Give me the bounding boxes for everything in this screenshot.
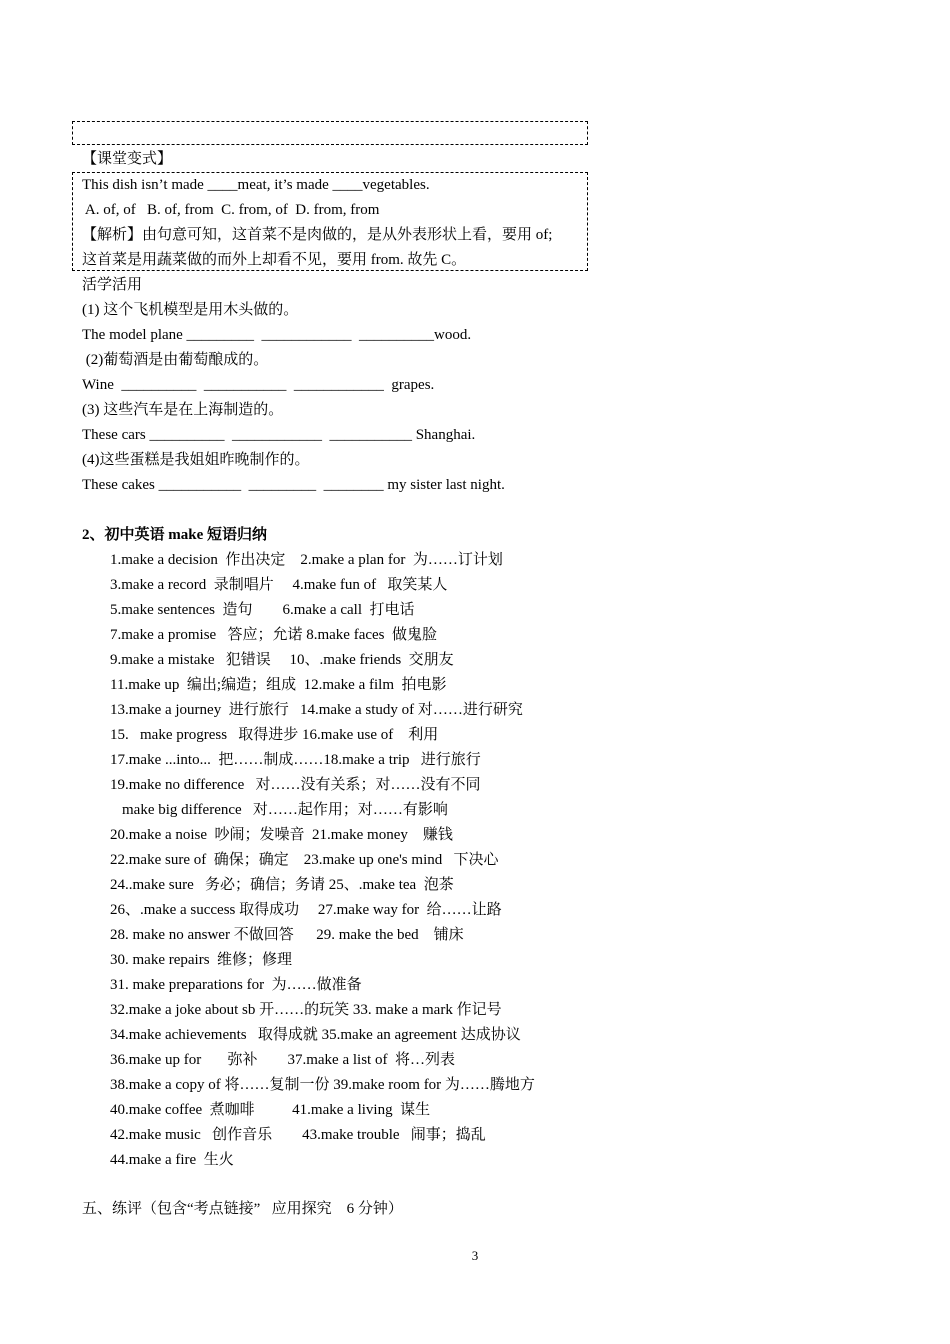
practice-q1-en: The model plane _________ ____________ __________wood.	[82, 327, 472, 343]
page-number: 3	[471, 1248, 479, 1263]
dashed-box-top	[72, 121, 588, 145]
phrase-line: 5.make sentences 造句 6.make a call 打电话	[110, 602, 415, 618]
phrase-line: 26、.make a success 取得成功 27.make way for 给……让路	[110, 902, 502, 918]
phrase-line: 19.make no difference 对……没有关系；对……没有不同	[110, 777, 481, 793]
phrase-line: 42.make music 创作音乐 43.make trouble 闹事；捣乱	[110, 1127, 486, 1143]
phrase-line: 24..make sure 务必；确信；务请 25、.make tea 泡茶	[110, 877, 454, 893]
phrase-line: 36.make up for 弥补 37.make a list of 将…列表	[110, 1052, 455, 1068]
variant-analysis-1: 【解析】由句意可知，这首菜不是肉做的，是从外表形状上看，要用 of;	[82, 227, 553, 243]
phrase-line: 22.make sure of 确保；确定 23.make up one's mind 下决心	[110, 852, 499, 868]
phrase-line-indented: make big difference 对……起作用；对……有影响	[122, 802, 448, 818]
phrase-line: 17.make ...into... 把……制成……18.make a trip 进行旅行	[110, 752, 481, 768]
practice-q3-cn: (3) 这些汽车是在上海制造的。	[82, 402, 284, 418]
phrase-line: 15. make progress 取得进步 16.make use of 利用	[110, 727, 439, 743]
practice-q2-en: Wine __________ ___________ ____________ grapes.	[82, 377, 435, 393]
phrase-line: 20.make a noise 吵闹；发噪音 21.make money 赚钱	[110, 827, 453, 843]
section-5-heading: 五、练评（包含“考点链接” 应用探究 6 分钟）	[82, 1201, 403, 1217]
practice-title: 活学活用	[82, 277, 143, 293]
phrase-line: 34.make achievements 取得成就 35.make an agreement 达成协议	[110, 1027, 521, 1043]
phrase-line: 3.make a record 录制唱片 4.make fun of 取笑某人	[110, 577, 448, 593]
phrase-line: 28. make no answer 不做回答 29. make the bed 铺床	[110, 927, 464, 943]
phrase-line: 30. make repairs 维修；修理	[110, 952, 293, 968]
practice-q4-en: These cakes ___________ _________ ________ my sister last night.	[82, 477, 505, 493]
phrase-line: 38.make a copy of 将……复制一份 39.make room for 为……腾地方	[110, 1077, 535, 1093]
practice-q2-cn: (2)葡萄酒是由葡萄酿成的。	[82, 352, 269, 368]
variant-question: This dish isn’t made ____meat, it’s made ____vegetables.	[82, 177, 430, 193]
phrase-line: 44.make a fire 生火	[110, 1152, 234, 1168]
phrase-line: 9.make a mistake 犯错误 10、.make friends 交朋友	[110, 652, 454, 668]
variant-options: A. of, of B. of, from C. from, of D. from, from	[82, 202, 380, 218]
phrase-line: 40.make coffee 煮咖啡 41.make a living 谋生	[110, 1102, 431, 1118]
phrase-line: 11.make up 编出;编造；组成 12.make a film 拍电影	[110, 677, 447, 693]
practice-q3-en: These cars __________ ____________ ___________ Shanghai.	[82, 427, 476, 443]
phrase-line: 1.make a decision 作出决定 2.make a plan for 为……订计划	[110, 552, 503, 568]
practice-q1-cn: (1) 这个飞机模型是用木头做的。	[82, 302, 299, 318]
variant-analysis-2: 这首菜是用蔬菜做的而外上却看不见，要用 from. 故先 C。	[82, 252, 467, 268]
phrase-line: 32.make a joke about sb 开……的玩笑 33. make a mark 作记号	[110, 1002, 502, 1018]
variant-header: 【课堂变式】	[82, 151, 173, 167]
phrase-line: 13.make a journey 进行旅行 14.make a study of 对……进行研究	[110, 702, 523, 718]
phrase-line: 7.make a promise 答应；允诺 8.make faces 做鬼脸	[110, 627, 438, 643]
phrase-line: 31. make preparations for 为……做准备	[110, 977, 362, 993]
practice-q4-cn: (4)这些蛋糕是我姐姐昨晚制作的。	[82, 452, 310, 468]
phrases-title: 2、初中英语 make 短语归纳	[82, 527, 267, 543]
